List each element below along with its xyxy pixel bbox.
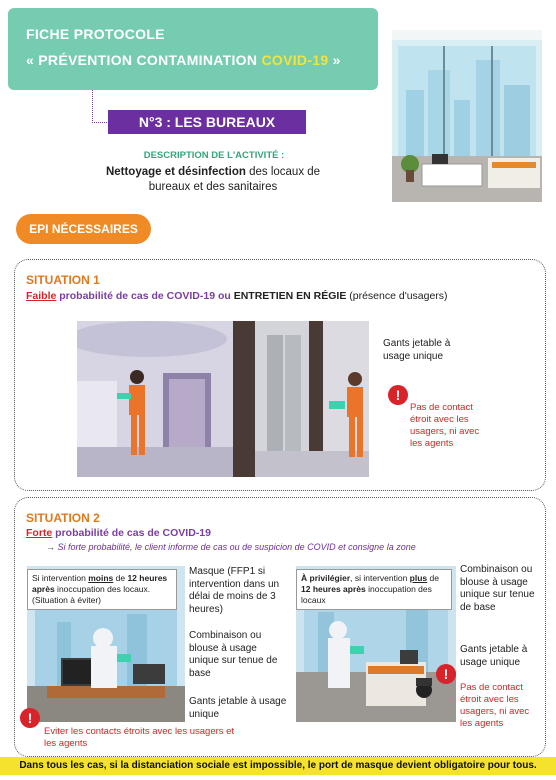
cleaning-illustration (77, 321, 369, 477)
warning-icon: ! (436, 664, 456, 684)
situation-2-left-ppe-3: Gants jetable à usage unique (189, 696, 287, 720)
situation-2-description: Forte probabilité de cas de COVID-19 (26, 527, 211, 539)
warning-icon: ! (20, 708, 40, 728)
situation-2-title: SITUATION 2 (26, 511, 100, 525)
epi-label: EPI NÉCESSAIRES (16, 214, 151, 244)
title-banner (8, 8, 378, 90)
title-line-2: « PRÉVENTION CONTAMINATION COVID-19 » (26, 52, 341, 68)
situation-1-title: SITUATION 1 (26, 273, 100, 287)
situation-2-right-conditions: À privilégier, si intervention plus de 12 heures après inoccupation des locaux (296, 569, 452, 610)
situation-2-right-ppe-2: Gants jetable à usage unique (460, 644, 528, 668)
covid-highlight: COVID-19 (261, 52, 329, 68)
situation-2-left-ppe-1: Masque (FFP1 si intervention dans un délai de moins de 3 heures) (189, 566, 280, 615)
situation-2-right-warning: Pas de contact étroit avec les usagers, ni avec les agents (460, 682, 530, 729)
situation-2-left-conditions: Si intervention moins de 12 heures après inoccupation des locaux. (Situation à éviter) (27, 569, 177, 610)
situation-2-right-ppe-1: Combinaison ou blouse à usage unique sur tenue de base (460, 564, 535, 613)
situation-1-ppe: Gants jetable à usage unique (383, 338, 451, 362)
title-line-1: FICHE PROTOCOLE (26, 26, 165, 42)
description-label: DESCRIPTION DE L'ACTIVITÉ : (143, 150, 285, 161)
arrow-right-icon: → (46, 542, 58, 552)
situation-2-left-ppe-2: Combinaison ou blouse à usage unique sur tenue de base (189, 630, 278, 679)
warning-icon: ! (388, 385, 408, 405)
office-illustration (392, 30, 542, 202)
situation-2-left-warning: Eviter les contacts étroits avec les usagers et les agents (44, 726, 235, 749)
description-text: Nettoyage et désinfection des locaux de bureaux et des sanitaires (105, 166, 321, 193)
section-badge: N°3 : LES BUREAUX (108, 110, 306, 134)
bottom-banner: Dans tous les cas, si la distanciation sociale est impossible, le port de masque devient obligatoire pour tous. (0, 757, 556, 775)
situation-1-warning: Pas de contact étroit avec les usagers, ni avec les agents (410, 402, 480, 449)
situation-2-arrow-note: → Si forte probabilité, le client informe de cas ou de suspicion de COVID et consigne la zone (46, 542, 416, 552)
situation-1-description: Faible probabilité de cas de COVID-19 ou ENTRETIEN EN RÉGIE (présence d'usagers) (26, 290, 448, 302)
